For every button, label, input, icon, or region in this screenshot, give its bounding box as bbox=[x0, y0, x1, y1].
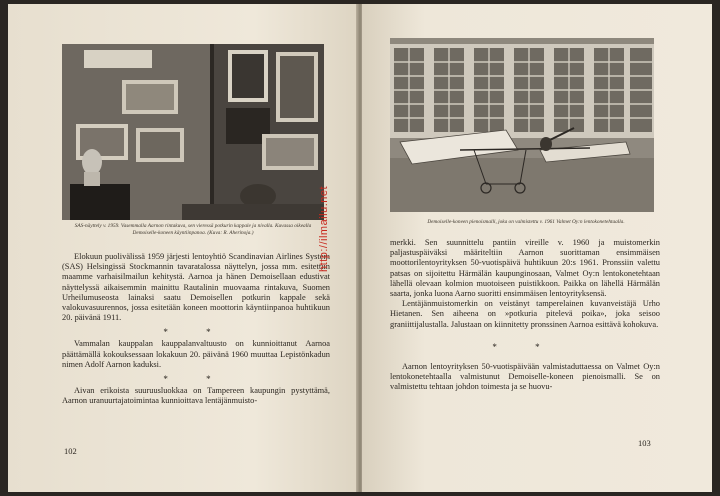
right-body-text bbox=[390, 238, 660, 392]
right-separator: * * bbox=[492, 341, 558, 352]
right-page bbox=[362, 4, 712, 492]
right-paragraph-3: Aarnon lentoyrityksen 50-vuotispäivään valmistaduttaessa on Valmet Oy:n lentokonetehtaalla valmistunut Demoiselle-koneen pienoismalli. Se on valmistettu tehtaan johdon toimesta ja se huovu- bbox=[390, 361, 660, 392]
left-body-text bbox=[62, 252, 330, 406]
right-paragraph-2: Lentäjänmuistomerkin on veistänyt tamperelainen kuvanveistäjä Urho Hietanen. Sen aiheena on »potkuria pitelevä poika», joka seisoo graniittijalustalla. Jalustaan on kiinnitetty pronssinen Aarnoa esittävä kohokuva. bbox=[390, 299, 660, 329]
left-paragraph-2: Vammalan kauppalan kauppalanvaltuusto on kunnioittanut Aarnoa päättämällä kokouksessaan lokakuun 20. päivänä 1960 muuttaa Lepistönkadun nimen Adolf Aarnon kaduksi. bbox=[62, 339, 330, 369]
left-separator-2: * * bbox=[163, 374, 229, 385]
left-page-number: 102 bbox=[64, 446, 77, 456]
right-page-number: 103 bbox=[638, 438, 651, 448]
model-airplane-photo bbox=[390, 38, 654, 212]
left-page bbox=[8, 4, 360, 492]
left-separator-1: * * bbox=[163, 327, 229, 338]
exhibition-photo bbox=[62, 44, 324, 220]
right-photo-caption: Demoiselle-koneen pienoismalli, joka on valmistettu v. 1961 Valmet Oy:n lentokonetehtaalla. bbox=[427, 219, 625, 225]
left-paragraph-1: Elokuun puolivälissä 1959 järjesti lentoyhtiö Scandinavian Airlines System (SAS) Helsingissä Stockmannin tavaratalossa näyttelyn, jossa mm. esitettiin maamme varhaisilmailun kehitystä. Aarnoa ja hänen Demoisellaan edustivat näyttelyssä aikaisemmin mainittu Rautalinin muovaama rintakuva, Suomen Urheilumuseosta lainaksi saatu Demoisellen potkurin kappale sekä valokuvasuurennos, jossa esitetään koneen moottorin käyntiinpanoa huhtikuun 20. päivänä 1911. bbox=[62, 252, 330, 323]
left-paragraph-3: Aivan erikoista suuruusluokkaa on Tampereen kaupungin pystyttämä, Aarnon uranuurtajatoimintaa kunnioittava lentäjänmuisto- bbox=[62, 386, 330, 406]
ilmailu-watermark: http://ilmailu.net bbox=[318, 185, 330, 272]
left-photo-caption: SAS-näyttely v. 1959. Vasemmalla Aarnon rintakuva, sen vieressä potkurin kappale ja nivalla. Kuvassa oikealla Demoiselle-koneen käyntiinpanoa. (Kuva: R. Aherinoja.) bbox=[74, 223, 312, 236]
right-paragraph-1: merkki. Sen suunnittelu pantiin vireille v. 1960 ja muistomerkin paljastuspäiväksi määriteltiin Aarnon suorittaman ensimmäisen moottorilentoyrityksen 50-vuotispäivä huhtikuun 20:s 1961. Pronssiin valettu patsas on sijoitettu Härmälän kaupunginosaan, Valmet Oy:n lentokonetehtaan lähellä olevaan kolmion muotoiseen puistikkoon. Paikka on lähellä Härmälän saarta, jonka luona Aarno suoritti ensimmäisen lentoyrityksensä. bbox=[390, 238, 660, 299]
